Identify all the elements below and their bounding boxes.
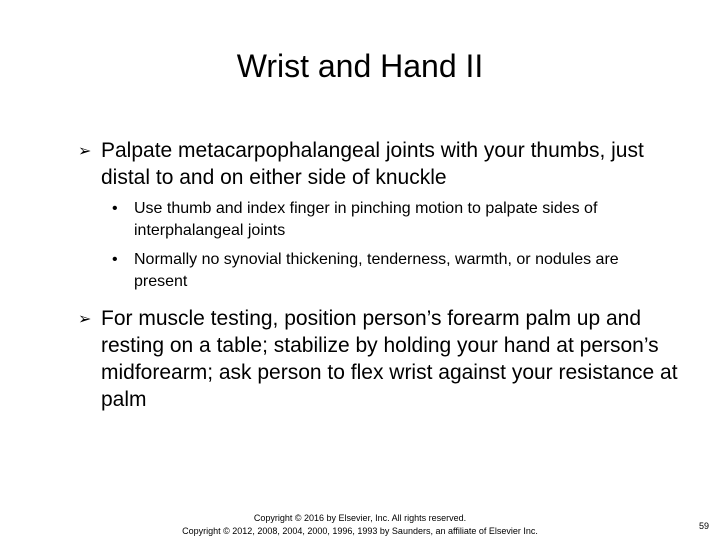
sub-bullet-text: Normally no synovial thickening, tenderness, warmth, or nodules are present (134, 251, 619, 290)
dot-bullet-icon: • (112, 200, 118, 217)
bullet-item (78, 305, 678, 413)
sub-bullet-item (112, 249, 642, 293)
arrow-bullet-icon: ➢ (78, 141, 92, 160)
page-number: 59 (698, 521, 709, 531)
sub-bullet-item (112, 198, 642, 242)
slide-title: Wrist and Hand II (236, 48, 484, 84)
bullet-item (78, 137, 668, 191)
copyright-line: Copyright © 2012, 2008, 2004, 2000, 1996, 1993 by Saunders, an affiliate of Elsevier Inc. (182, 526, 538, 536)
bullet-text: For muscle testing, position person’s forearm palm up and resting on a table; stabilize by holding your hand at person’s midforearm; ask person to flex wrist against your resistance at palm (101, 307, 678, 411)
dot-bullet-icon: • (112, 251, 118, 268)
copyright-line: Copyright © 2016 by Elsevier, Inc. All rights reserved. (253, 513, 467, 523)
arrow-bullet-icon: ➢ (78, 309, 92, 328)
sub-bullet-text: Use thumb and index finger in pinching motion to palpate sides of interphalangeal joints (134, 200, 598, 239)
bullet-text: Palpate metacarpophalangeal joints with your thumbs, just distal to and on either side of knuckle (101, 139, 644, 189)
copyright-footer (140, 512, 580, 538)
